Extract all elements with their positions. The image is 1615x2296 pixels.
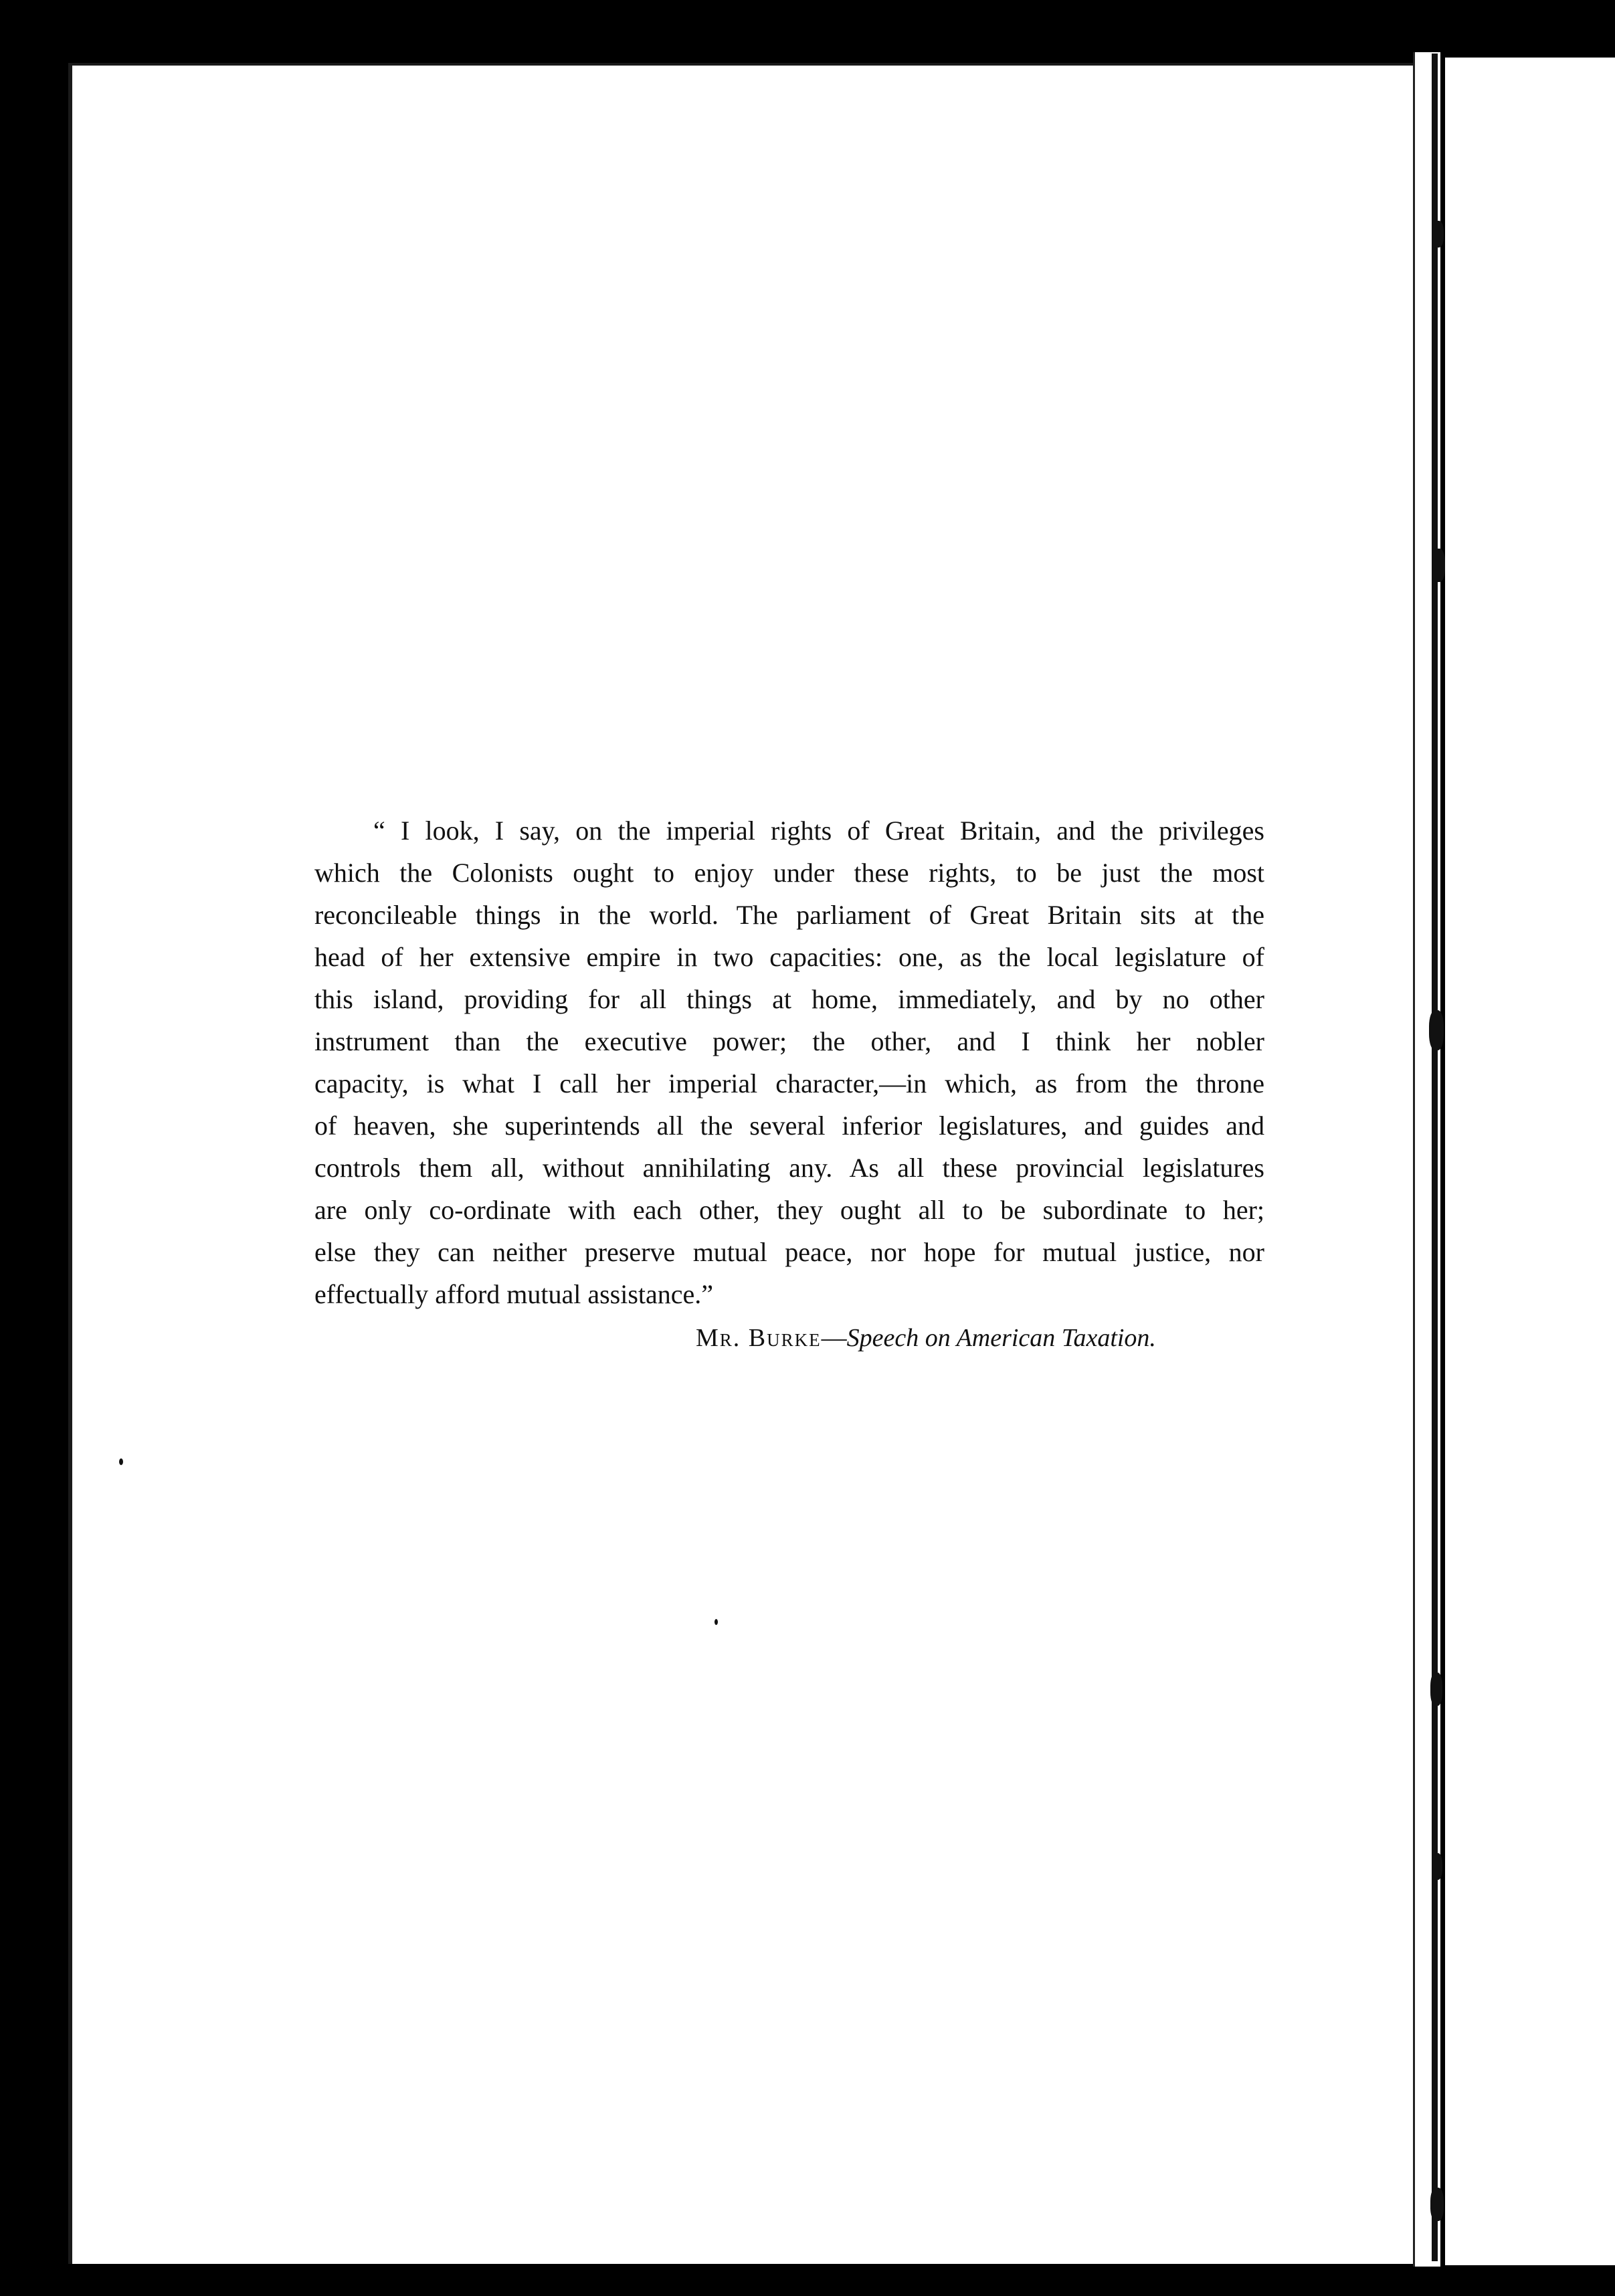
quote-line: effectually afford mutual assistance.” xyxy=(314,1279,714,1309)
quote-line: this island, providing for all things at home, immediately, and by no other xyxy=(314,984,1264,1014)
quote-line: instrument than the executive power; the other, and I think her nobler xyxy=(314,1026,1264,1056)
quote-line: else they can neither preserve mutual peace, nor hope for mutual justice, nor xyxy=(314,1237,1264,1267)
quote-line: head of her extensive empire in two capacities: one, as the local legislature of xyxy=(314,942,1264,972)
binding-edge-line xyxy=(1432,54,1438,2261)
scan-speck xyxy=(1430,1672,1442,1706)
quote-attribution xyxy=(696,1323,1285,1353)
quote-line: which the Colonists ought to enjoy under these rights, to be just the most xyxy=(314,858,1264,888)
scan-speck xyxy=(1429,1010,1444,1050)
adjacent-page-sliver xyxy=(1445,58,1615,2265)
quote-line: “ I look, I say, on the imperial rights of Great Britain, and the privileges xyxy=(373,816,1264,846)
quote-line: controls them all, without annihilating any. As all these provincial legislatures xyxy=(314,1153,1264,1183)
quote-line: reconcileable things in the world. The parliament of Great Britain sits at the xyxy=(314,900,1264,930)
burke-quotation xyxy=(314,809,1264,1315)
work-title: Speech on American Taxation. xyxy=(846,1324,1156,1352)
scan-speck xyxy=(715,1619,718,1625)
scan-speck xyxy=(1430,2188,1444,2221)
quote-line: are only co-ordinate with each other, they ought all to be subordinate to her; xyxy=(314,1195,1264,1225)
scan-speck xyxy=(1432,1853,1442,1880)
attribution-separator: — xyxy=(821,1324,847,1352)
scan-speck xyxy=(119,1458,123,1465)
quote-line: capacity, is what I call her imperial character,—in which, as from the throne xyxy=(314,1068,1264,1098)
quote-line: of heaven, she superintends all the several inferior legislatures, and guides and xyxy=(314,1111,1264,1141)
author-name: Mr. Burke xyxy=(696,1324,822,1352)
scan-speck xyxy=(1432,221,1444,248)
scan-speck xyxy=(1432,549,1445,582)
